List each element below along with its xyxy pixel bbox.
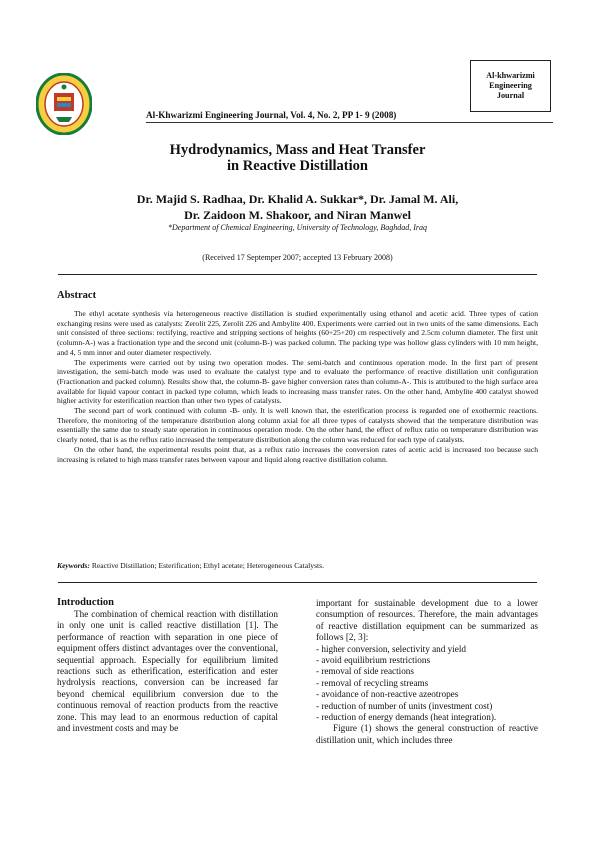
keywords xyxy=(57,561,324,570)
abstract-heading: Abstract xyxy=(57,290,97,301)
abstract-paragraph: The experiments were carried out by using two operation modes. The semi-batch and continuous operation mode. In the first part of present investigation, the semi-batch mode was used to evaluate the catalyst type and to evaluate the performance of reactive distillation unit configuration (Fractionation and packed column). Results show that, the column-B- gave higher conversion rates than column-A-. This is attributed to the high surface area available for liquid vapour contact in packed type column, which leads to increasing mass transfer rates. On the other hand, Ambylite 400 catalyst showed higher activity for esterification reaction than other two types of catalysts. xyxy=(57,357,538,406)
list-item: - removal of side reactions xyxy=(316,666,414,677)
journal-citation: Al-Khwarizmi Engineering Journal, Vol. 4, No. 2, PP 1- 9 (2008) xyxy=(146,110,397,120)
journal-name-line: Engineering xyxy=(489,81,532,90)
list-item: - avoid equilibrium restrictions xyxy=(316,655,431,666)
right-column xyxy=(316,598,538,746)
list-item: - higher conversion, selectivity and yield xyxy=(316,643,467,654)
authors-line: Dr. Zaidoon M. Shakoor, and Niran Manwel xyxy=(184,208,411,222)
keywords-text: Reactive Distillation; Esterification; Ethyl acetate; Heterogeneous Catalysts. xyxy=(91,561,324,570)
title-line: Hydrodynamics, Mass and Heat Transfer xyxy=(169,142,426,158)
abstract-paragraph: The second part of work continued with column -B- only. It is well known that, the esterification process is regarded one of exothermic reactions. Therefore, the monitoring of the temperature distribution along column axial for all three types of catalysts showed that the temperature distribution was essentially the same due to steady state operation in continuous operation mode. On the other hand, the effect of reflux ratio on temperature distribution was clearly noted, that is as the reflux ratio increased the temperature distribution along the column was reduced for each type of catalysts. xyxy=(57,406,538,445)
abstract-paragraph: On the other hand, the experimental results point that, as a reflux ratio increases the conversion rates of acetic acid is increased too because such increasing is related to high mass transfer rates between vapour and liquid along reactive distillation column. xyxy=(57,444,538,464)
journal-name-box xyxy=(470,60,551,112)
authors xyxy=(0,191,595,223)
title-line: in Reactive Distillation xyxy=(227,158,368,174)
affiliation: *Department of Chemical Engineering, University of Technology, Baghdad, Iraq xyxy=(167,223,427,232)
introduction-heading: Introduction xyxy=(57,597,114,608)
list-item: - reduction of number of units (investment cost) xyxy=(316,700,493,711)
journal-name-line: Al-khwarizmi xyxy=(486,71,535,80)
left-column xyxy=(57,597,278,734)
list-item: - reduction of energy demands (heat integration). xyxy=(316,712,497,723)
abstract-body xyxy=(57,309,538,464)
journal-name-line: Journal xyxy=(496,91,525,100)
header-rule xyxy=(146,122,553,123)
divider-rule xyxy=(58,274,537,275)
abstract-paragraph: The ethyl acetate synthesis via heterogeneous reactive distillation is studied experimentally using ethanol and acetic acid. Three types of cation exchanging resins were used as catalysts: Zerolit 225, Zerolit 226 and Ambylite 400. Experiments were carried out in two units of the same dimensions. Each unit consisted of three sections: rectifying, reactive and stripping sections of heights (60+25+20) cm respectively and 2.5cm column diameter. The first unit (column-A-) was a fractionation type and the second unit (column-B-) was packed column. The packing type was hollow glass cylinders with 10 mm height, and 4, 5 mm inner and outer diameter respectively. xyxy=(57,309,538,357)
divider-rule xyxy=(58,582,537,583)
received-dates: (Received 17 Septemper 2007; accepted 13 February 2008) xyxy=(202,253,393,262)
authors-line: Dr. Majid S. Radhaa, Dr. Khalid A. Sukkar*, Dr. Jamal M. Ali, xyxy=(136,192,459,206)
list-item: - removal of recycling streams xyxy=(316,677,429,688)
advantages-list xyxy=(316,644,538,724)
paper-title xyxy=(0,142,595,174)
keywords-label: Keywords: xyxy=(57,561,90,570)
journal-logo xyxy=(36,73,92,135)
list-item: - avoidance of non-reactive azeotropes xyxy=(316,689,459,700)
introduction-paragraph: The combination of chemical reaction with distillation in only one unit is called reactive distillation [1]. The performance of reaction with separation in one piece of equipment offers distinct advantages over the conventional, sequential approach. Especially for equilibrium limited reactions such as etherification, esterification and ester hydrolysis reactions, conversion can be increased far beyond chemical equilibrium conversion due to the continuous removal of reaction products from the reactive zone. This may lead to an enormous reduction of capital and investment costs and may be xyxy=(57,609,278,734)
introduction-paragraph: Figure (1) shows the general construction of reactive distillation unit, which includes three xyxy=(316,723,538,745)
introduction-paragraph-continued: important for sustainable development due to a lower consumption of resources. Therefore, the main advantages of reactive distillation equipment can be summarized as follows [2, 3]: xyxy=(316,598,538,643)
